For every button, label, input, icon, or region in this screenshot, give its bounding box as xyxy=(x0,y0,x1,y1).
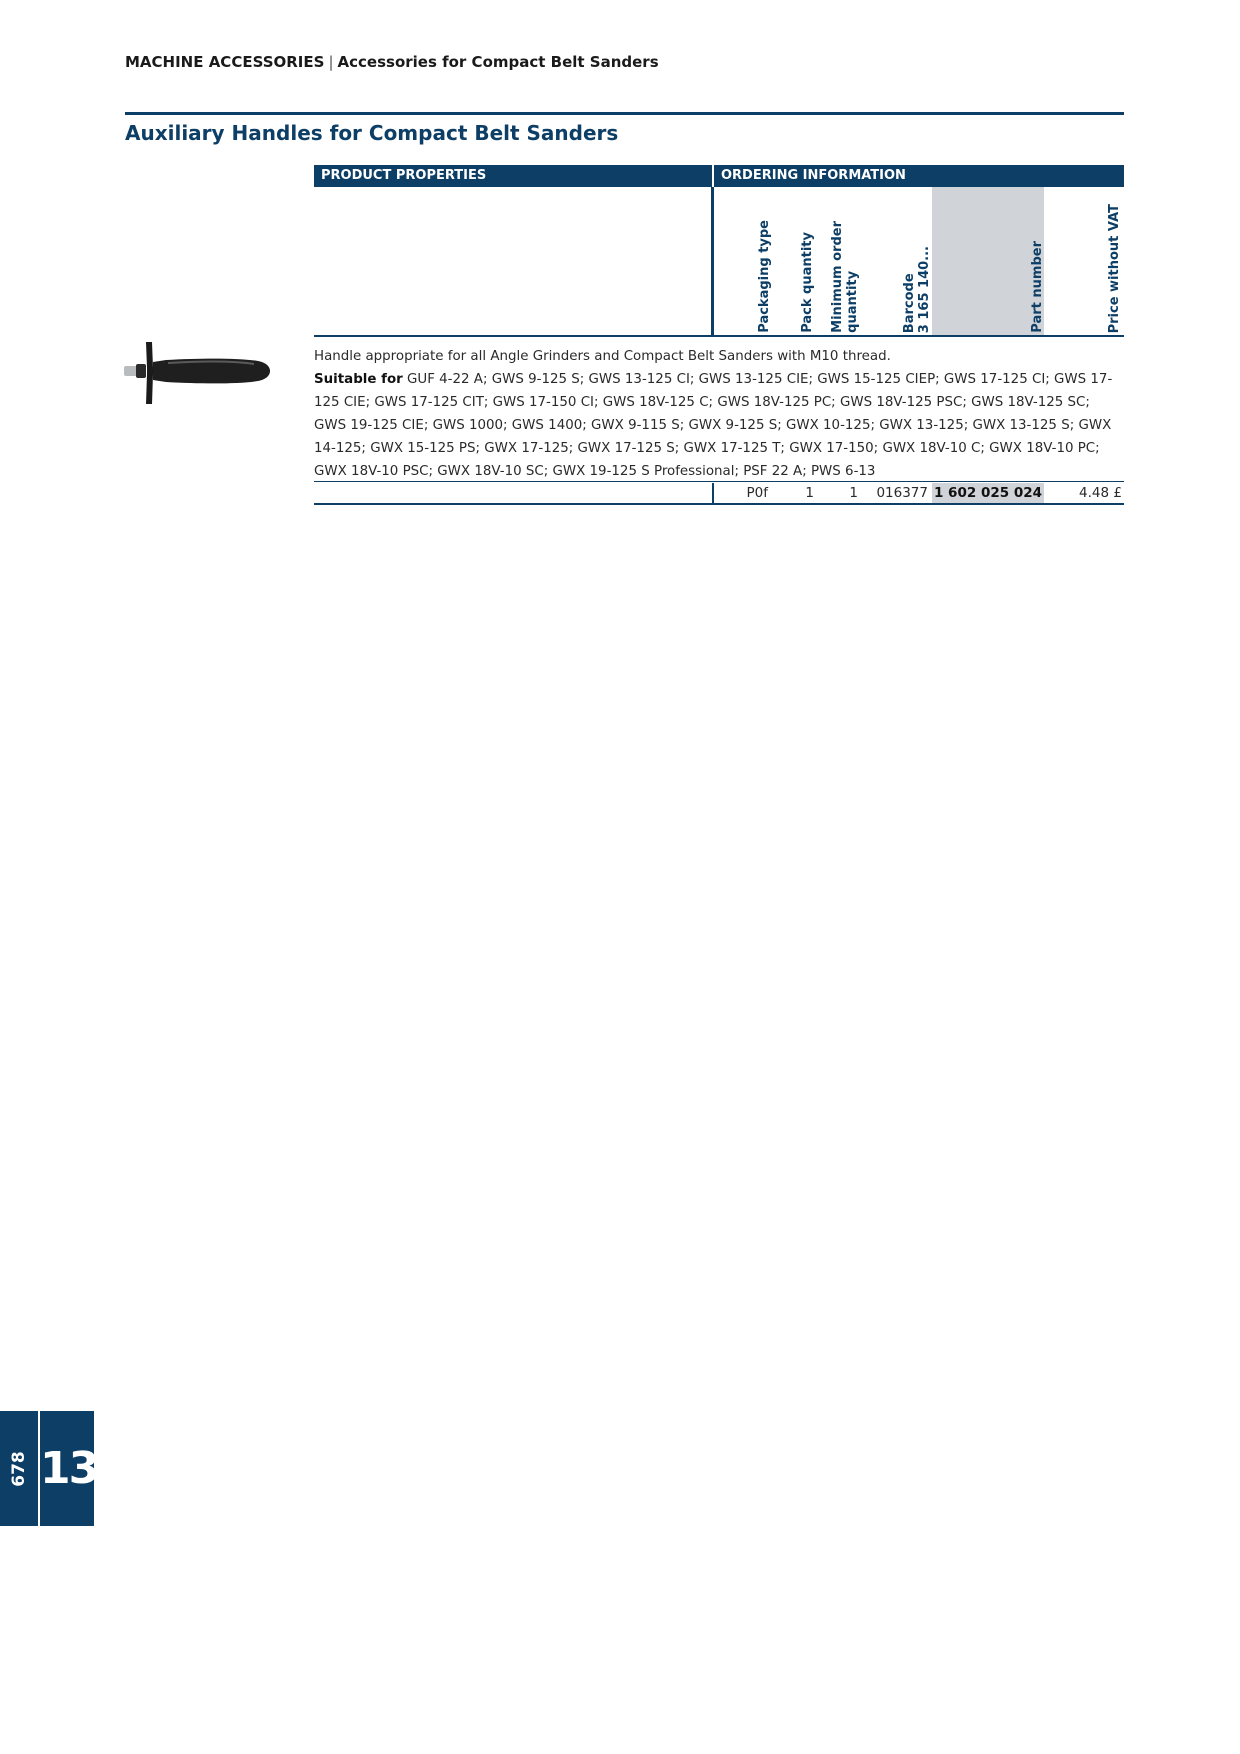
cell-barcode: 016377 xyxy=(876,485,928,501)
running-head-chapter: Accessories for Compact Belt Sanders xyxy=(337,53,659,71)
page-number: 678 xyxy=(9,1450,29,1487)
product-description xyxy=(314,345,1126,483)
column-header-packaging-type: Packaging type xyxy=(757,220,772,333)
chapter-number-tab: 13 xyxy=(40,1411,94,1526)
row-rule-top xyxy=(314,481,1124,482)
column-header-pack-quantity: Pack quantity xyxy=(800,232,815,333)
cell-part-number: 1 602 025 024 xyxy=(933,485,1043,501)
title-rule xyxy=(125,112,1124,115)
column-header-barcode: Barcode 3 165 140... xyxy=(902,245,932,333)
row-rule-bottom xyxy=(314,503,1124,505)
cell-pack-quantity: 1 xyxy=(805,485,814,501)
product-properties-header: PRODUCT PROPERTIES xyxy=(314,165,712,187)
column-header-part-number: Part number xyxy=(1030,241,1045,333)
running-head-separator: | xyxy=(328,53,334,71)
part-number-column-shade xyxy=(932,187,1044,335)
header-bottom-rule xyxy=(314,335,1124,337)
section-title: Auxiliary Handles for Compact Belt Sanders xyxy=(125,121,619,145)
description-text: Handle appropriate for all Angle Grinders and Compact Belt Sanders with M10 thread. xyxy=(314,349,891,364)
ordering-divider xyxy=(711,187,714,336)
running-head-section: MACHINE ACCESSORIES xyxy=(125,53,325,71)
cell-price: 4.48 £ xyxy=(1079,485,1122,501)
suitable-models: GUF 4-22 A; GWS 9-125 S; GWS 13-125 CI; GWS 13-125 CIE; GWS 15-125 CIEP; GWS 17-125 CI; GWS 17-125 CIE; GWS 17-125 CIT; GWS 17-150 CI; GWS 18V-125 C; GWS 18V-125 PC; GWS 18V-125 PSC; GWS 18V-125 SC; GWS 19-125 CIE; GWS 1000; GWS 1400; GWX 9-115 S; GWX 9-125 S; GWX 10-125; GWX 13-125; GWX 13-125 S; GWX 14-125; GWX 15-125 PS; GWX 17-125; GWX 17-125 S; GWX 17-125 T; GWX 17-150; GWX 18V-10 C; GWX 18V-10 PC; GWX 18V-10 PSC; GWX 18V-10 SC; GWX 19-125 S Professional; PSF 22 A; PWS 6-13 xyxy=(314,372,1113,479)
running-head xyxy=(125,53,659,71)
page-number-tab xyxy=(0,1411,38,1526)
auxiliary-handle-image xyxy=(122,338,272,408)
suitable-for-text xyxy=(314,368,1126,483)
column-header-price: Price without VAT xyxy=(1107,203,1122,333)
row-ordering-divider xyxy=(712,483,714,503)
cell-minimum-order-quantity: 1 xyxy=(849,485,858,501)
cell-packaging-type: P0f xyxy=(746,485,768,501)
ordering-information-header: ORDERING INFORMATION xyxy=(714,165,1124,187)
suitable-for-label: Suitable for xyxy=(314,372,403,387)
column-header-minimum-order-quantity: Minimum order quantity xyxy=(830,221,860,333)
